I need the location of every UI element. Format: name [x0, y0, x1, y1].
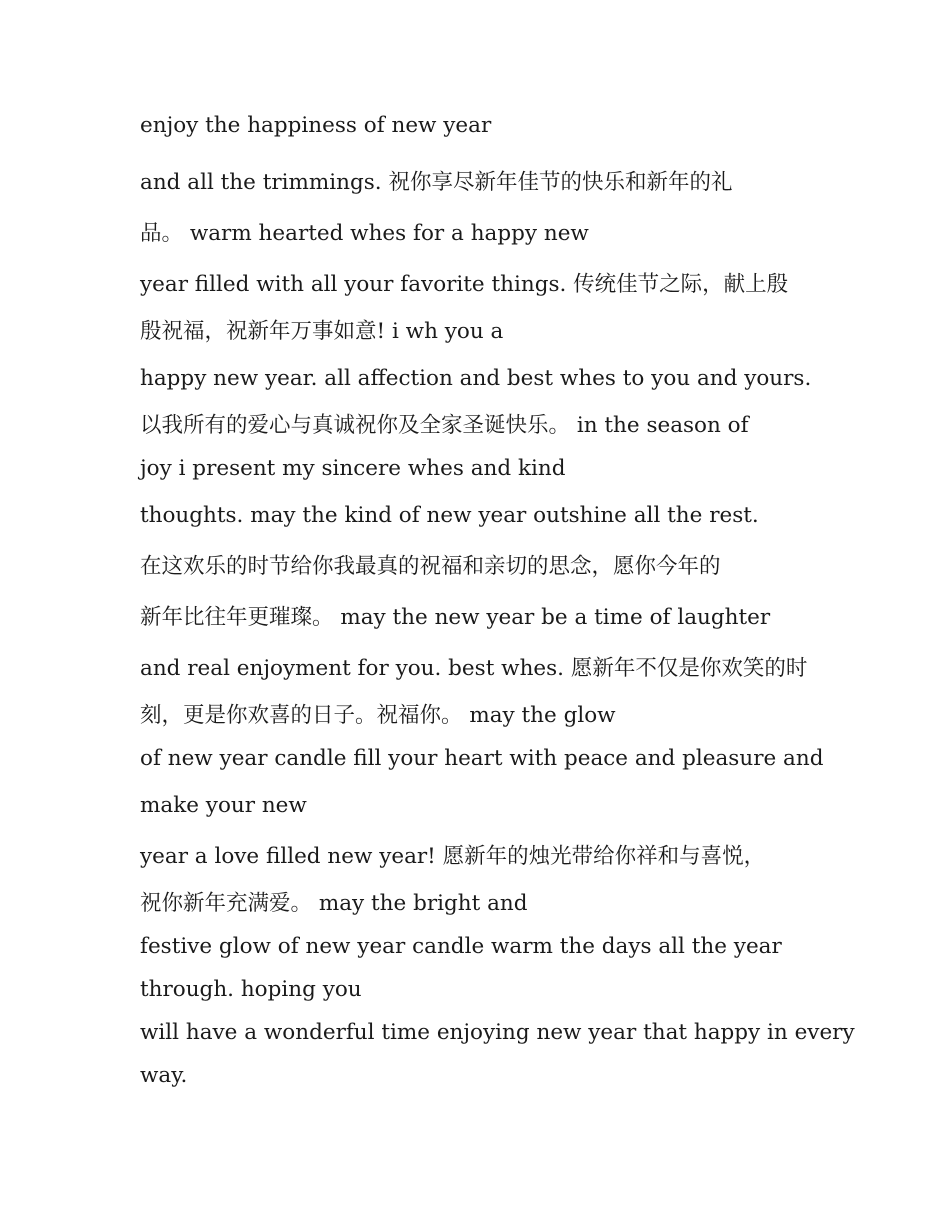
text-line: will have a wonderful time enjoying new year that happy in every	[140, 1020, 855, 1045]
text-line: festive glow of new year candle warm the days all the year	[140, 934, 782, 959]
text-line: 品。 warm hearted whes for a happy new	[140, 221, 589, 246]
text-line: year filled with all your favorite things. 传统佳节之际，献上殷	[140, 272, 789, 297]
text-line: thoughts. may the kind of new year outshine all the rest.	[140, 503, 759, 528]
text-line: 在这欢乐的时节给你我最真的祝福和亲切的思念，愿你今年的	[140, 554, 721, 579]
text-line: happy new year. all affection and best whes to you and yours.	[140, 366, 812, 391]
text-line: 以我所有的爱心与真诚祝你及全家圣诞快乐。 in the season of	[140, 413, 749, 438]
text-line: joy i present my sincere whes and kind	[140, 456, 566, 481]
text-line: 新年比往年更璀璨。 may the new year be a time of laughter	[140, 605, 771, 630]
document-body	[140, 108, 855, 1097]
text-line: way.	[140, 1063, 188, 1088]
text-line: through. hoping you	[140, 977, 362, 1002]
text-line: make your new	[140, 793, 307, 818]
text-line: and real enjoyment for you. best whes. 愿新年不仅是你欢笑的时	[140, 656, 808, 681]
text-line: and all the trimmings. 祝你享尽新年佳节的快乐和新年的礼	[140, 170, 733, 195]
text-line: of new year candle fill your heart with peace and pleasure and	[140, 746, 824, 771]
text-line: 殷祝福，祝新年万事如意! i wh you a	[140, 319, 504, 344]
text-line: 祝你新年充满爱。 may the bright and	[140, 891, 528, 916]
text-line: 刻，更是你欢喜的日子。祝福你。 may the glow	[140, 703, 616, 728]
text-line: enjoy the happiness of new year	[140, 113, 492, 138]
text-line: year a love filled new year! 愿新年的烛光带给你祥和与喜悦，	[140, 844, 766, 869]
